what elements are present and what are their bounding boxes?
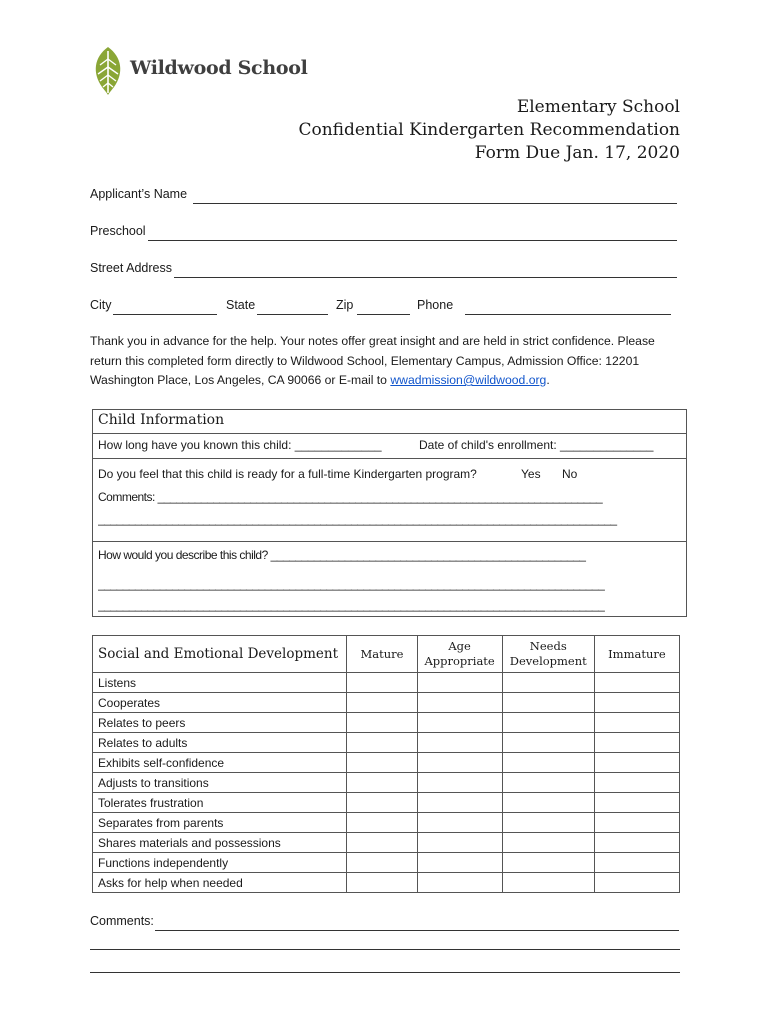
row-label: Functions independently (93, 853, 347, 873)
rating-cell[interactable] (417, 813, 502, 833)
rating-cell[interactable] (347, 773, 417, 793)
zip-field[interactable] (357, 314, 410, 315)
preschool-field[interactable] (148, 240, 677, 241)
row-label: Listens (93, 673, 347, 693)
title-line-2: Confidential Kindergarten Recommendation (298, 120, 680, 140)
preschool-label: Preschool (90, 224, 146, 238)
rating-cell[interactable] (417, 873, 502, 893)
table-heading: Social and Emotional Development (93, 636, 347, 673)
rating-cell[interactable] (347, 693, 417, 713)
rating-cell[interactable] (502, 793, 594, 813)
row-label: Relates to adults (93, 733, 347, 753)
column-mature: Mature (347, 636, 417, 673)
rating-cell[interactable] (502, 733, 594, 753)
row-label: Cooperates (93, 693, 347, 713)
footer-comments-line[interactable] (90, 972, 680, 973)
rating-cell[interactable] (594, 873, 679, 893)
rating-cell[interactable] (594, 673, 679, 693)
phone-field[interactable] (465, 314, 671, 315)
rating-cell[interactable] (594, 753, 679, 773)
yes-option[interactable]: Yes (521, 467, 541, 481)
row-label: Relates to peers (93, 713, 347, 733)
rating-cell[interactable] (417, 713, 502, 733)
row-label: Separates from parents (93, 813, 347, 833)
rating-cell[interactable] (417, 733, 502, 753)
rating-cell[interactable] (594, 793, 679, 813)
rating-cell[interactable] (347, 733, 417, 753)
rating-cell[interactable] (417, 833, 502, 853)
rating-cell[interactable] (417, 673, 502, 693)
comments-field[interactable]: Comments: ________________________________________________________________________ (98, 490, 603, 504)
table-row (93, 793, 680, 813)
known-child-field[interactable]: How long have you known this child: _____________ (98, 438, 382, 452)
table-row (93, 713, 680, 733)
row-label: Tolerates frustration (93, 793, 347, 813)
table-row (93, 753, 680, 773)
table-row (93, 673, 680, 693)
city-label: City (90, 298, 112, 312)
rating-cell[interactable] (502, 873, 594, 893)
admission-email-link[interactable]: wwadmission@wildwood.org (390, 373, 547, 387)
school-name: Wildwood School (130, 57, 308, 79)
rating-cell[interactable] (417, 693, 502, 713)
rating-cell[interactable] (417, 773, 502, 793)
row-label: Adjusts to transitions (93, 773, 347, 793)
rating-cell[interactable] (347, 873, 417, 893)
rating-cell[interactable] (502, 753, 594, 773)
rating-cell[interactable] (417, 853, 502, 873)
city-field[interactable] (113, 314, 217, 315)
child-info-heading: Child Information (98, 412, 225, 428)
rating-cell[interactable] (347, 833, 417, 853)
social-emotional-table (92, 635, 680, 893)
rating-cell[interactable] (594, 733, 679, 753)
describe-child-field[interactable]: How would you describe this child? ___________________________________________________ (98, 548, 586, 562)
ready-question: Do you feel that this child is ready for a full-time Kindergarten program? (98, 467, 477, 481)
divider (92, 541, 686, 542)
intro-text: Thank you in advance for the help. Your notes offer great insight and are held in strict confidence. Please return this completed form directly to Wildwood School, Elementary Campus, Admission Office: 12201 Washington Place, Los Angeles, CA 90066 or E-mail to (90, 334, 655, 387)
state-label: State (226, 298, 256, 312)
rating-cell[interactable] (594, 853, 679, 873)
table-row (93, 773, 680, 793)
rating-cell[interactable] (502, 833, 594, 853)
table-row (93, 853, 680, 873)
footer-comments-line[interactable] (90, 949, 680, 950)
rating-cell[interactable] (347, 753, 417, 773)
table-row (93, 813, 680, 833)
rating-cell[interactable] (594, 813, 679, 833)
row-label: Asks for help when needed (93, 873, 347, 893)
row-label: Shares materials and possessions (93, 833, 347, 853)
wildwood-leaf-logo-icon (90, 45, 126, 97)
rating-cell[interactable] (594, 693, 679, 713)
table-row (93, 693, 680, 713)
table-row (93, 833, 680, 853)
row-label: Exhibits self-confidence (93, 753, 347, 773)
divider (92, 433, 686, 434)
phone-label: Phone (417, 298, 454, 312)
describe-line[interactable]: __________________________________________________________________________________ (98, 598, 605, 612)
describe-line[interactable]: __________________________________________________________________________________ (98, 577, 605, 591)
enrollment-date-field[interactable]: Date of child's enrollment: ______________ (419, 438, 654, 452)
rating-cell[interactable] (347, 853, 417, 873)
street-address-field[interactable] (174, 277, 677, 278)
applicant-name-label: Applicant’s Name (90, 187, 188, 201)
rating-cell[interactable] (347, 673, 417, 693)
rating-cell[interactable] (594, 833, 679, 853)
rating-cell[interactable] (502, 693, 594, 713)
rating-cell[interactable] (502, 673, 594, 693)
table-row (93, 873, 680, 893)
rating-cell[interactable] (594, 713, 679, 733)
rating-cell[interactable] (347, 813, 417, 833)
column-needs-development: Needs Development (502, 636, 594, 673)
rating-cell[interactable] (417, 753, 502, 773)
street-address-label: Street Address (90, 261, 172, 275)
rating-cell[interactable] (417, 793, 502, 813)
rating-cell[interactable] (347, 793, 417, 813)
table-row (93, 733, 680, 753)
intro-text-end: . (546, 373, 550, 387)
divider (92, 458, 686, 459)
title-line-1: Elementary School (516, 97, 680, 117)
rating-cell[interactable] (347, 713, 417, 733)
zip-label: Zip (336, 298, 354, 312)
column-immature: Immature (594, 636, 679, 673)
column-age-appropriate: Age Appropriate (417, 636, 502, 673)
rating-cell[interactable] (594, 773, 679, 793)
rating-cell[interactable] (502, 773, 594, 793)
no-option[interactable]: No (562, 467, 578, 481)
comments-line[interactable]: ____________________________________________________________________________________ (98, 512, 617, 526)
footer-comments-label: Comments: (90, 914, 154, 928)
applicant-name-field[interactable] (193, 203, 677, 204)
state-field[interactable] (257, 314, 328, 315)
rating-cell[interactable] (502, 713, 594, 733)
footer-comments-field[interactable] (155, 930, 679, 931)
intro-paragraph (90, 332, 690, 391)
rating-cell[interactable] (502, 813, 594, 833)
title-line-3: Form Due Jan. 17, 2020 (474, 143, 680, 163)
rating-cell[interactable] (502, 853, 594, 873)
